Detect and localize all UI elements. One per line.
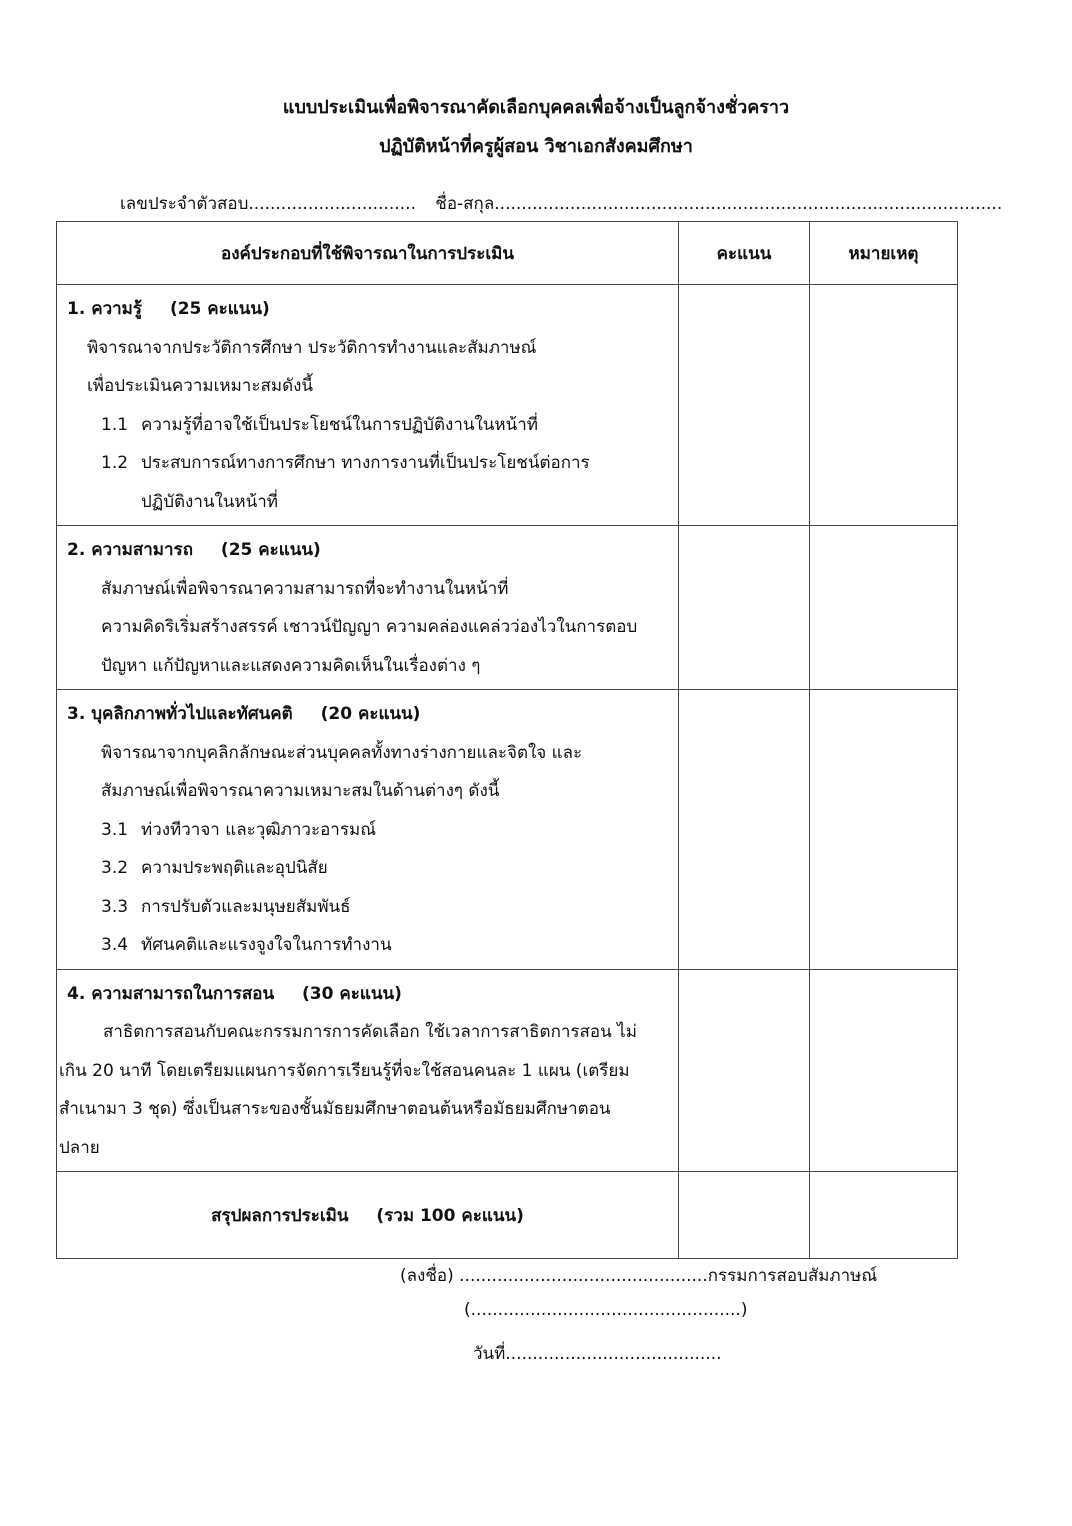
section-description: ปัญหา แก้ปัญหาและแสดงความคิดเห็นในเรื่องต่าง ๆ — [101, 655, 481, 676]
criteria-cell — [57, 690, 679, 970]
criteria-cell — [57, 526, 679, 690]
table-row — [57, 526, 958, 690]
section-description: สัมภาษณ์เพื่อพิจารณาความสามารถที่จะทำงานในหน้าที่ — [101, 578, 509, 599]
table-row — [57, 690, 958, 970]
score-cell[interactable] — [679, 285, 810, 526]
summary-row — [57, 1172, 958, 1259]
remark-cell[interactable] — [810, 690, 958, 970]
sub-criterion: 3.1 ท่วงทีวาจา และวุฒิภาวะอารมณ์ — [101, 819, 376, 840]
section-description: สำเนามา 3 ชุด) ซึ่งเป็นสาระของชั้นมัธยมศึกษาตอนต้นหรือมัธยมศึกษาตอน — [59, 1099, 611, 1119]
table-row — [57, 285, 958, 526]
remark-cell[interactable] — [810, 969, 958, 1172]
section-description: พิจารณาจากประวัติการศึกษา ประวัติการทำงานและสัมภาษณ์ — [87, 337, 537, 358]
date-line[interactable]: วันที่........................................ — [473, 1344, 722, 1364]
section-heading: 2. ความสามารถ (25 คะแนน) — [67, 540, 321, 560]
sub-criterion: 3.4 ทัศนคติและแรงจูงใจในการทำงาน — [101, 935, 392, 955]
candidate-name-field[interactable]: ชื่อ-สกุล.............................................................................................. — [435, 194, 1003, 214]
section-description: สัมภาษณ์เพื่อพิจารณาความเหมาะสมในด้านต่างๆ ดังนี้ — [101, 781, 500, 801]
summary-cell — [57, 1172, 679, 1259]
section-description: เกิน 20 นาที โดยเตรียมแผนการจัดการเรียนรู้ที่จะใช้สอนคนละ 1 แผน (เตรียม — [59, 1060, 630, 1081]
sub-criterion: 3.3 การปรับตัวและมนุษยสัมพันธ์ — [101, 896, 351, 917]
section-description: พิจารณาจากบุคลิกลักษณะส่วนบุคคลทั้งทางร่างกายและจิตใจ และ — [101, 742, 583, 763]
score-cell[interactable] — [679, 690, 810, 970]
candidate-info — [120, 190, 1016, 217]
form-title: แบบประเมินเพื่อพิจารณาคัดเลือกบุคคลเพื่อจ้างเป็นลูกจ้างชั่วคราว — [282, 97, 790, 118]
signature-line[interactable]: (ลงชื่อ) ..............................................กรรมการสอบสัมภาษณ์ — [400, 1266, 878, 1286]
remark-column-header: หมายเหตุ — [810, 222, 958, 285]
section-description: เพื่อประเมินความเหมาะสมดังนี้ — [87, 376, 314, 396]
section-heading: 1. ความรู้ (25 คะแนน) — [67, 299, 270, 319]
signer-name-line[interactable]: (..................................................) — [464, 1300, 748, 1320]
form-subtitle: ปฏิบัติหน้าที่ครูผู้สอน วิชาเอกสังคมศึกษา — [379, 136, 693, 157]
remark-cell[interactable] — [810, 526, 958, 690]
section-description: ความคิดริเริ่มสร้างสรรค์ เชาวน์ปัญญา ความคล่องแคล่วว่องไวในการตอบ — [101, 617, 638, 637]
summary-total: (รวม 100 คะแนน) — [376, 1205, 524, 1226]
criteria-cell — [57, 285, 679, 526]
criteria-cell — [57, 969, 679, 1172]
sub-criterion-continuation: ปฏิบัติงานในหน้าที่ — [141, 491, 279, 512]
section-heading: 4. ความสามารถในการสอน (30 คะแนน) — [67, 983, 402, 1004]
total-remark-cell[interactable] — [810, 1172, 958, 1259]
section-description: ปลาย — [59, 1137, 100, 1158]
criteria-column-header: องค์ประกอบที่ใช้พิจารณาในการประเมิน — [57, 222, 679, 285]
remark-cell[interactable] — [810, 285, 958, 526]
score-column-header: คะแนน — [679, 222, 810, 285]
section-description: สาธิตการสอนกับคณะกรรมการการคัดเลือก ใช้เวลาการสาธิตการสอน ไม่ — [103, 1022, 637, 1042]
score-cell[interactable] — [679, 969, 810, 1172]
evaluation-table — [56, 221, 958, 1259]
table-header-row — [57, 222, 958, 285]
score-cell[interactable] — [679, 526, 810, 690]
sub-criterion: 1.1 ความรู้ที่อาจใช้เป็นประโยชน์ในการปฏิบัติงานในหน้าที่ — [101, 414, 538, 435]
total-score-cell[interactable] — [679, 1172, 810, 1259]
exam-id-field[interactable]: เลขประจำตัวสอบ............................... — [120, 194, 416, 214]
table-row — [57, 969, 958, 1172]
sub-criterion: 3.2 ความประพฤติและอุปนิสัย — [101, 858, 328, 878]
summary-label: สรุปผลการประเมิน — [211, 1205, 349, 1226]
section-heading: 3. บุคลิกภาพทั่วไปและทัศนคติ (20 คะแนน) — [67, 704, 421, 724]
sub-criterion: 1.2 ประสบการณ์ทางการศึกษา ทางการงานที่เป็นประโยชน์ต่อการ — [101, 453, 590, 473]
